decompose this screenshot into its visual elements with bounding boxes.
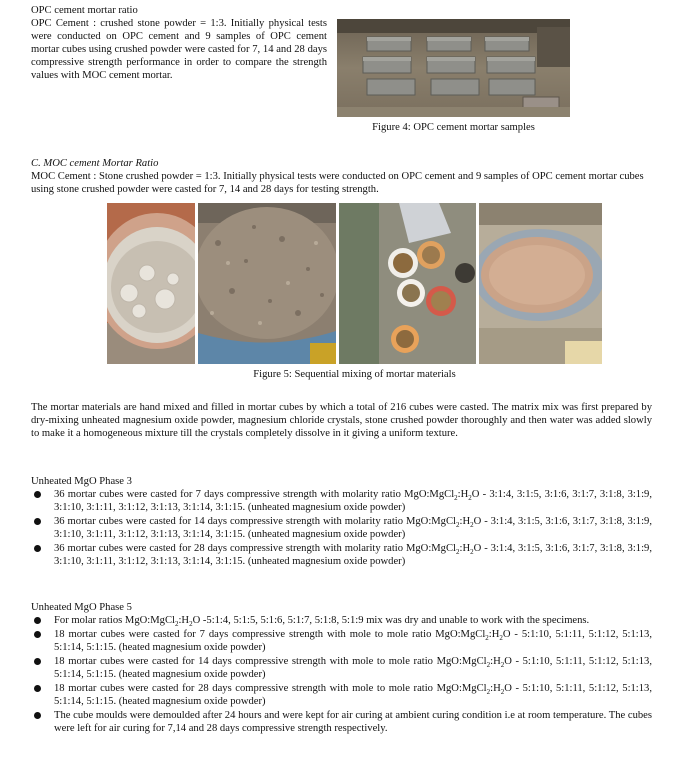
list-item: 36 mortar cubes were casted for 28 days compressive strength with molarity ratio $MgO:MgCl_2:H_2O$ - 3:1:4, 3:1:5, 3:1:6, 3:1:7, 3:1:8, 3:1:9, 3:1:10, 3:1:11, 3:1:12, 3:1:13, 3:1:14, 3:1:15. (unheated magnesium oxide powder) [31, 542, 652, 568]
chemical-formula: $MgO:MgCl_2:H_2O$ [124, 615, 201, 629]
bullet-icon [34, 617, 41, 624]
phase5-list [31, 614, 652, 736]
list-item: 18 mortar cubes were casted for 7 days compressive strength with mole to mole ratio $MgO:MgCl_2:H_2O$ - 5:1:10, 5:1:11, 5:1:12, 5:1:13, 5:1:14, 5:1:15. (heated magnesium oxide powder) [31, 628, 652, 654]
chemical-formula: $MgO:MgCl_2:H_2O$ [404, 489, 480, 503]
bullet-icon [34, 631, 41, 638]
chemical-formula: $MgO:MgCl_2:H_2O$ [405, 543, 482, 557]
list-item: 18 mortar cubes were casted for 14 days compressive strength with mole to mole ratio $MgO:MgCl_2:H_2O$ - 5:1:10, 5:1:11, 5:1:12, 5:1:13, 5:1:14, 5:1:15. (heated magnesium oxide powder) [31, 655, 652, 681]
list-item: 18 mortar cubes were casted for 28 days compressive strength with mole to mole ratio $MgO:MgCl_2:H_2O$ - 5:1:10, 5:1:11, 5:1:12, 5:1:13, 5:1:14, 5:1:15. (heated magnesium oxide powder) [31, 682, 652, 708]
list-item: The cube moulds were demoulded after 24 hours and were kept for air curing at ambient curing condition i.e at room temperature. The cubes were left for air curing for 7,14 and 28 days compressive strength respectively. [31, 709, 652, 735]
list-item: 36 mortar cubes were casted for 14 days compressive strength with molarity ratio $MgO:MgCl_2:H_2O$ - 3:1:4, 3:1:5, 3:1:6, 3:1:7, 3:1:8, 3:1:9, 3:1:10, 3:1:11, 3:1:12, 3:1:13, 3:1:14, 3:1:15. (unheated magnesium oxide powder) [31, 515, 652, 541]
phase3-list [31, 488, 652, 569]
chemical-formula: $MgO:MgCl_2:H_2O$ [436, 683, 512, 697]
phase3-heading: Unheated MgO Phase 3 [31, 476, 132, 487]
moc-heading: C. MOC cement Mortar Ratio [31, 158, 159, 169]
mixing-photo-3 [339, 203, 476, 364]
list-item: 36 mortar cubes were casted for 7 days compressive strength with molarity ratio $MgO:MgCl_2:H_2O$ - 3:1:4, 3:1:5, 3:1:6, 3:1:7, 3:1:8, 3:1:9, 3:1:10, 3:1:11, 3:1:12, 3:1:13, 3:1:14, 3:1:15. (unheated magnesium oxide powder) [31, 488, 652, 514]
figure-5-caption: Figure 5: Sequential mixing of mortar materials [253, 369, 456, 380]
moc-paragraph: MOC Cement : Stone crushed powder = 1:3. Initially physical tests were conducted on OPC cement and 9 samples of OPC cement mortar cubes using stone crushed powder were casted for 7, 14 and 28 days for testing strength. [31, 171, 644, 195]
chemical-formula: $MgO:MgCl_2:H_2O$ [405, 516, 482, 530]
figure-4-caption: Figure 4: OPC cement mortar samples [372, 122, 535, 133]
phase5-heading: Unheated MgO Phase 5 [31, 602, 132, 613]
bullet-icon [34, 712, 41, 719]
bullet-icon [34, 518, 41, 525]
opc-paragraph: OPC Cement : crushed stone powder = 1:3. Initially physical tests were conducted on OPC cement and 9 samples of OPC cement mortar cubes using crushed powder were casted for 7, 14 and 28 days compressive strength performance in order to compare the strength values with MOC cement mortar. [31, 18, 327, 81]
bullet-icon [34, 545, 41, 552]
bullet-icon [34, 658, 41, 665]
mixing-paragraph: The mortar materials are hand mixed and filled in mortar cubes by which a total of 216 cubes were casted. The matrix mix was first prepared by dry-mixing unheated magnesium oxide powder, magnesium chloride crystals, stone crushed powder thoroughly and then water was added slowly to make it a homogeneous mixture till the crystals completely dissolve in it giving a uniform texture. [31, 402, 652, 439]
bullet-icon [34, 491, 41, 498]
opc-mortar-samples-photo [337, 19, 570, 117]
mixing-photo-2 [198, 203, 336, 364]
mixing-photo-4 [479, 203, 602, 364]
mixing-photo-1 [107, 203, 195, 364]
chemical-formula: $MgO:MgCl_2:H_2O$ [436, 656, 512, 670]
chemical-formula: $MgO:MgCl_2:H_2O$ [435, 629, 511, 643]
list-item: For molar ratios $MgO:MgCl_2:H_2O$ -5:1:4, 5:1:5, 5:1:6, 5:1:7, 5:1:8, 5:1:9 mix was dry and unable to work with the specimens. [31, 614, 652, 627]
opc-heading: OPC cement mortar ratio [31, 5, 138, 16]
bullet-icon [34, 685, 41, 692]
